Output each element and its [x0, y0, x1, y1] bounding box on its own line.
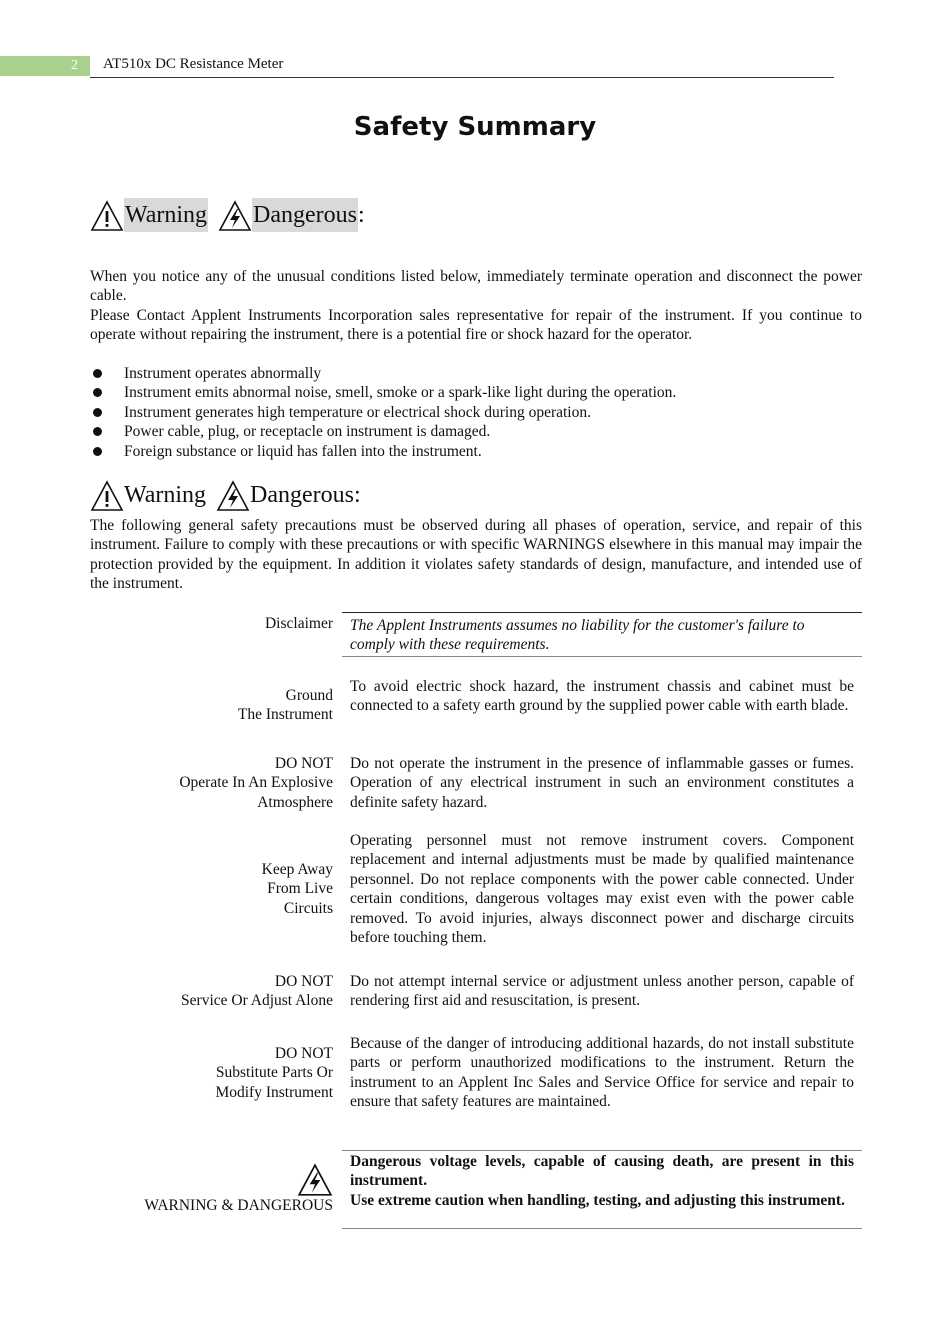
disclaimer-label: Disclaimer	[264, 615, 333, 632]
live-circuits-text: Operating personnel must not remove instrument covers. Component replacement and internal adjustments must be made by qualified maintenance personnel. Do not replace components with the power cable connected. Under certain conditions, dangerous voltages may exist even with the power cable removed. To avoid injuries, always disconnect power and discharge circuits before touching them.	[350, 832, 854, 947]
service-alone-text: Do not attempt internal service or adjustment unless another person, capable of rendering first aid and resuscitation, is present.	[350, 973, 854, 1010]
dangerous-word: Dangerous	[250, 482, 355, 508]
list-item: Instrument operates abnormally	[90, 364, 676, 383]
header-divider	[90, 77, 834, 78]
warning-heading-1	[90, 198, 365, 232]
heading-colon: :	[354, 482, 361, 508]
high-voltage-icon	[216, 480, 250, 512]
warning-heading-2	[90, 478, 361, 512]
table-rule-bottom	[342, 1228, 862, 1229]
hazard-condition-list	[90, 364, 676, 461]
bullet-icon	[93, 369, 102, 378]
table-rule-top	[342, 612, 862, 613]
high-voltage-icon	[218, 200, 252, 232]
ground-label: Ground The Instrument	[237, 687, 333, 724]
warning-word: Warning	[124, 482, 207, 508]
exclamation-warning-icon	[90, 200, 124, 232]
live-circuits-label: Keep Away From Live Circuits	[261, 861, 333, 917]
substitute-parts-text: Because of the danger of introducing additional hazards, do not install substitute parts or perform unauthorized modifications to the instrument. Return the instrument to an Applent Inc Sales and Service Office for service and repair to ensure that safety features are maintained.	[350, 1035, 854, 1111]
page-title: Safety Summary	[353, 112, 597, 142]
final-warning-line-1: Dangerous voltage levels, capable of causing death, are present in this instrument.	[350, 1153, 854, 1190]
service-alone-label: DO NOT Service Or Adjust Alone	[181, 973, 333, 1010]
intro-paragraph-1: When you notice any of the unusual conditions listed below, immediately terminate operation and disconnect the power cable.	[90, 268, 862, 305]
intro-paragraphs	[90, 267, 862, 345]
final-warning-line-2: Use extreme caution when handling, testing, and adjusting this instrument.	[350, 1191, 845, 1209]
list-item: Instrument generates high temperature or electrical shock during operation.	[90, 403, 676, 422]
list-item: Foreign substance or liquid has fallen into the instrument.	[90, 442, 676, 461]
intro-paragraph-2: Please Contact Applent Instruments Incorporation sales representative for repair of the instrument. If you continue to operate without repairing the instrument, there is a potential fire or shock hazard for the operator.	[90, 306, 862, 344]
general-precautions-paragraph: The following general safety precautions must be observed during all phases of operation, service, and repair of this instrument. Failure to comply with these precautions or with specific WARNINGS elsewhere in this manual may impair the protection provided by the equipment. In addition it violates safety standards of design, manufacture, and intended use of the instrument.	[90, 517, 862, 593]
list-item: Power cable, plug, or receptacle on instrument is damaged.	[90, 422, 676, 441]
warning-word: Warning	[124, 198, 208, 232]
final-warning-text	[350, 1152, 854, 1210]
warning-dangerous-label: WARNING & DANGEROUS	[144, 1197, 333, 1214]
exclamation-warning-icon	[90, 480, 124, 512]
dangerous-word: Dangerous	[252, 198, 358, 232]
explosive-text: Do not operate the instrument in the presence of inflammable gasses or fumes. Operation of any electrical instrument in such an environment constitutes a definite safety hazard.	[350, 755, 854, 811]
page-number: 2	[0, 56, 90, 76]
heading-colon: :	[358, 202, 365, 228]
substitute-parts-label: DO NOT Substitute Parts Or Modify Instrument	[215, 1045, 333, 1101]
explosive-label: DO NOT Operate In An Explosive Atmosphere	[179, 755, 333, 811]
disclaimer-text: The Applent Instruments assumes no liability for the customer's failure to comply with these requirements.	[350, 617, 805, 654]
running-header-title: AT510x DC Resistance Meter	[103, 56, 284, 72]
bullet-icon	[93, 427, 102, 436]
high-voltage-icon	[297, 1163, 333, 1197]
list-item: Instrument emits abnormal noise, smell, smoke or a spark-like light during the operation.	[90, 383, 676, 402]
ground-text: To avoid electric shock hazard, the instrument chassis and cabinet must be connected to a safety earth ground by the supplied power cable with earth blade.	[350, 678, 854, 715]
table-rule	[342, 656, 862, 657]
bullet-icon	[93, 447, 102, 456]
bullet-icon	[93, 388, 102, 397]
bullet-icon	[93, 408, 102, 417]
table-rule	[342, 1150, 862, 1151]
